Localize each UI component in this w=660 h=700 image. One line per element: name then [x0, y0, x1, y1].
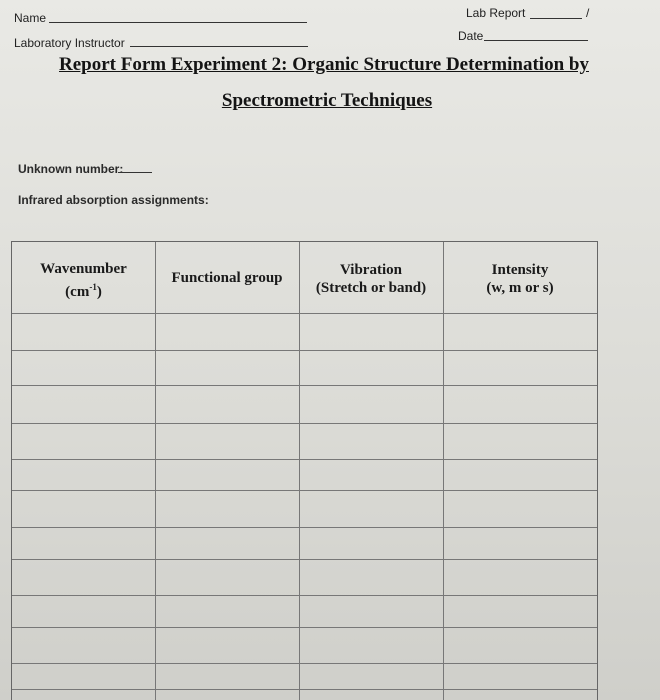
name-label: Name	[14, 11, 47, 25]
instructor-line[interactable]	[130, 46, 308, 47]
date-label: Date	[458, 29, 484, 43]
column-divider	[155, 242, 156, 700]
name-line[interactable]	[49, 22, 307, 23]
table-row[interactable]	[12, 459, 597, 460]
header-wavenumber	[12, 260, 155, 301]
lab-report-slash: /	[586, 6, 590, 20]
page-title-line2: Spectrometric Techniques	[221, 90, 433, 111]
unknown-number-label: Unknown number:	[18, 162, 124, 176]
table-row[interactable]	[12, 423, 597, 424]
table-row[interactable]	[12, 313, 597, 314]
page-title-line1: Report Form Experiment 2: Organic Structure Determination by	[59, 54, 589, 75]
header-functional-group: Functional group	[171, 270, 283, 286]
column-divider	[299, 242, 300, 700]
lab-report-line[interactable]	[530, 18, 582, 19]
unknown-number-line[interactable]	[118, 172, 152, 173]
table-row[interactable]	[12, 689, 597, 690]
header-wavenumber-line2: $(cm^{-1})$	[65, 282, 102, 300]
table-row[interactable]	[12, 663, 597, 664]
lab-report-label: Lab Report	[466, 6, 526, 20]
table-row[interactable]	[12, 627, 597, 628]
table-row[interactable]	[12, 559, 597, 560]
table-row[interactable]	[12, 385, 597, 386]
instructor-label: Laboratory Instructor	[14, 36, 125, 50]
header-wavenumber-line1: Wavenumber	[40, 261, 127, 277]
table-row[interactable]	[12, 490, 597, 491]
header-intensity: Intensity (w, m or s)	[486, 262, 554, 296]
table-row[interactable]	[12, 350, 597, 351]
header-vibration: Vibration (Stretch or band)	[315, 262, 427, 296]
ir-assignments-label: Infrared absorption assignments:	[18, 193, 209, 207]
date-line[interactable]	[484, 40, 588, 41]
table-row[interactable]	[12, 527, 597, 528]
column-divider	[443, 242, 444, 700]
ir-assignment-table	[11, 241, 598, 700]
table-row[interactable]	[12, 595, 597, 596]
